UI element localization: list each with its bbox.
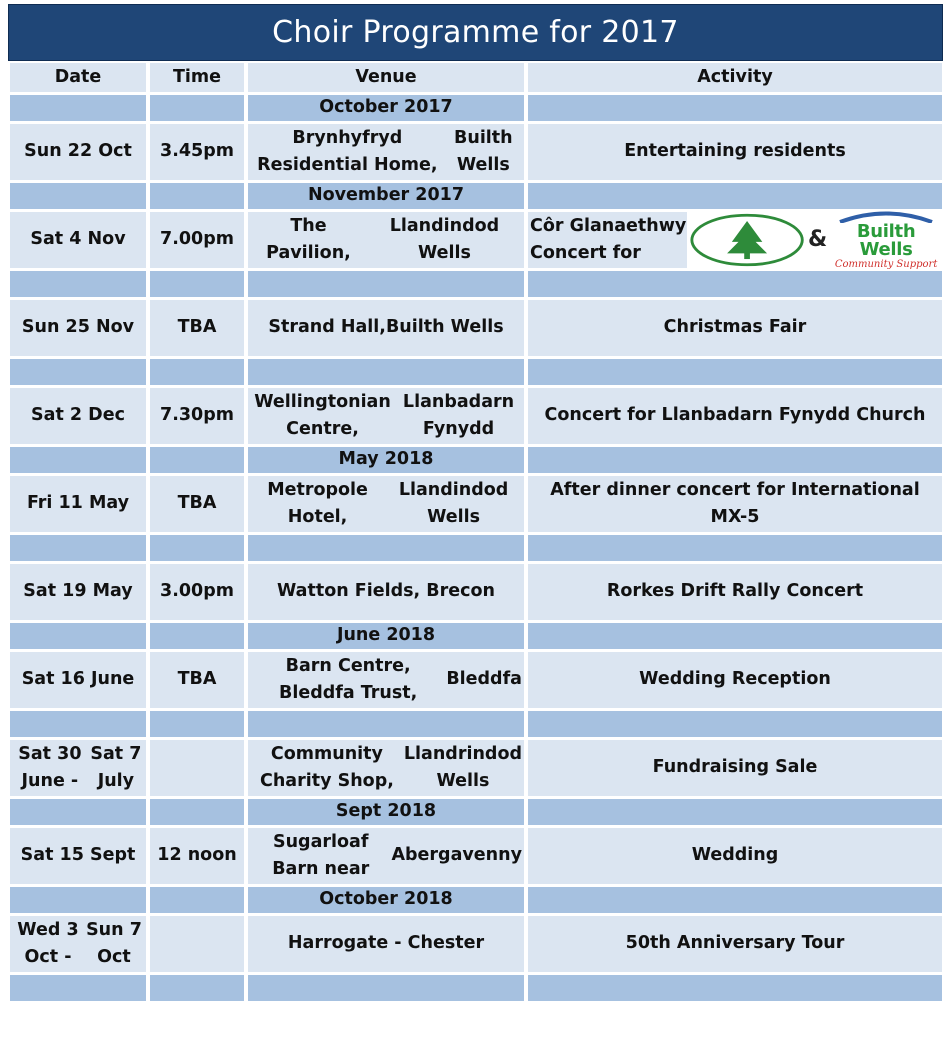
date-line: Sat 15 Sept (20, 845, 136, 866)
venue-line: Brynhyfryd Residential Home, (257, 127, 438, 175)
spacer-venue (248, 535, 524, 561)
event-time: TBA (150, 476, 244, 532)
spacer-date (10, 271, 146, 297)
month-spacer-time (150, 887, 244, 913)
month-spacer-date (10, 623, 146, 649)
venue-line: The Pavilion, (266, 215, 351, 263)
month-spacer-activity (528, 623, 942, 649)
event-time: 3.45pm (150, 124, 244, 180)
month-heading: October 2017 (248, 95, 524, 121)
header-venue: Venue (248, 63, 524, 92)
venue-line: Llandindod Wells (398, 479, 509, 527)
month-spacer-activity (528, 799, 942, 825)
spacer-venue (248, 271, 524, 297)
activity-text (528, 212, 687, 268)
event-activity: Wedding Reception (528, 652, 942, 708)
month-spacer-time (150, 447, 244, 473)
bracken-trust-logo-icon (689, 212, 805, 268)
month-spacer-time (150, 183, 244, 209)
event-date (10, 124, 146, 180)
event-venue (248, 300, 524, 356)
ampersand: & (808, 226, 828, 252)
event-activity: 50th Anniversary Tour (528, 916, 942, 972)
month-spacer-activity (528, 447, 942, 473)
event-time: TBA (150, 652, 244, 708)
date-line: Sat 7 July (90, 743, 142, 791)
venue-line: Bleddfa (446, 669, 522, 690)
venue-line: Metropole Hotel, (267, 479, 368, 527)
spacer-time (150, 711, 244, 737)
event-date (10, 740, 146, 796)
event-time: 12 noon (150, 828, 244, 884)
sponsor-logos (687, 212, 942, 268)
event-activity: Entertaining residents (528, 124, 942, 180)
event-time: 7.30pm (150, 388, 244, 444)
spacer-activity (528, 975, 942, 1001)
date-line: Fri 11 May (26, 493, 130, 514)
month-heading: June 2018 (248, 623, 524, 649)
spacer-time (150, 535, 244, 561)
month-spacer-activity (528, 887, 942, 913)
event-time: 3.00pm (150, 564, 244, 620)
month-spacer-date (10, 447, 146, 473)
venue-line: Harrogate - Chester (287, 933, 485, 954)
month-spacer-activity (528, 183, 942, 209)
event-venue (248, 740, 524, 796)
builth-wells-logo (830, 209, 942, 271)
event-date (10, 564, 146, 620)
venue-line: Sugarloaf Barn near (272, 831, 370, 879)
date-line: Sat 19 May (23, 581, 133, 602)
date-line: Sat 4 Nov (30, 229, 126, 250)
event-venue (248, 124, 524, 180)
event-venue (248, 916, 524, 972)
spacer-date (10, 359, 146, 385)
date-line: Sat 30 June - (18, 743, 82, 791)
programme-table (10, 63, 942, 1004)
spacer-activity (528, 359, 942, 385)
event-venue (248, 388, 524, 444)
month-heading: October 2018 (248, 887, 524, 913)
event-date (10, 916, 146, 972)
date-line: Sun 22 Oct (24, 141, 132, 162)
date-line: Sun 25 Nov (21, 317, 135, 338)
event-activity: After dinner concert for International MX-5 (528, 476, 942, 532)
venue-line: Llanbadarn Fynydd (402, 391, 515, 439)
event-date (10, 300, 146, 356)
venue-line: Wellingtonian Centre, (254, 391, 391, 439)
month-spacer-time (150, 799, 244, 825)
date-line: Sat 2 Dec (31, 405, 125, 426)
month-spacer-activity (528, 95, 942, 121)
venue-line: Builth Wells (385, 317, 504, 338)
spacer-venue (248, 711, 524, 737)
event-activity (528, 212, 942, 268)
event-date (10, 828, 146, 884)
event-time: 7.00pm (150, 212, 244, 268)
spacer-activity (528, 535, 942, 561)
spacer-date (10, 711, 146, 737)
venue-line: Llandindod Wells (389, 215, 500, 263)
spacer-activity (528, 271, 942, 297)
date-line: Sun 7 Oct (86, 919, 142, 967)
event-date (10, 476, 146, 532)
spacer-venue (248, 359, 524, 385)
event-activity: Fundraising Sale (528, 740, 942, 796)
month-spacer-time (150, 623, 244, 649)
month-heading: May 2018 (248, 447, 524, 473)
event-time: TBA (150, 300, 244, 356)
event-activity: Christmas Fair (528, 300, 942, 356)
event-time (150, 740, 244, 796)
month-spacer-time (150, 95, 244, 121)
month-heading: November 2017 (248, 183, 524, 209)
venue-line: Community Charity Shop, (260, 743, 394, 791)
activity-line: Concert for (530, 243, 641, 263)
header-activity: Activity (528, 63, 942, 92)
activity-line: Côr Glanaethwy (530, 215, 687, 236)
month-spacer-date (10, 183, 146, 209)
event-date (10, 212, 146, 268)
month-heading: Sept 2018 (248, 799, 524, 825)
spacer-activity (528, 711, 942, 737)
spacer-time (150, 975, 244, 1001)
event-activity: Concert for Llanbadarn Fynydd Church (528, 388, 942, 444)
month-spacer-date (10, 799, 146, 825)
spacer-time (150, 359, 244, 385)
month-spacer-date (10, 887, 146, 913)
header-date: Date (10, 63, 146, 92)
date-line: Sat 16 June (21, 669, 135, 690)
event-venue (248, 828, 524, 884)
builth-wells-logo-subtitle: Community Support (834, 259, 938, 270)
venue-line: Llandrindod Wells (403, 743, 522, 791)
spacer-date (10, 535, 146, 561)
builth-wells-logo-name: Builth Wells (856, 221, 916, 260)
event-venue (248, 212, 524, 268)
event-time (150, 916, 244, 972)
venue-line: Strand Hall, (268, 317, 386, 338)
spacer-time (150, 271, 244, 297)
spacer-venue (248, 975, 524, 1001)
date-line: Wed 3 Oct - (17, 919, 79, 967)
event-activity: Rorkes Drift Rally Concert (528, 564, 942, 620)
spacer-date (10, 975, 146, 1001)
month-spacer-date (10, 95, 146, 121)
venue-line: Abergavenny (391, 845, 522, 866)
venue-line: Builth Wells (454, 127, 513, 175)
event-venue (248, 476, 524, 532)
header-time: Time (150, 63, 244, 92)
event-date (10, 652, 146, 708)
page-title: Choir Programme for 2017 (8, 4, 943, 61)
event-venue (248, 564, 524, 620)
event-date (10, 388, 146, 444)
venue-line: Watton Fields, Brecon (277, 581, 495, 602)
event-activity: Wedding (528, 828, 942, 884)
event-venue (248, 652, 524, 708)
venue-line: Barn Centre, Bleddfa Trust, (279, 655, 418, 703)
